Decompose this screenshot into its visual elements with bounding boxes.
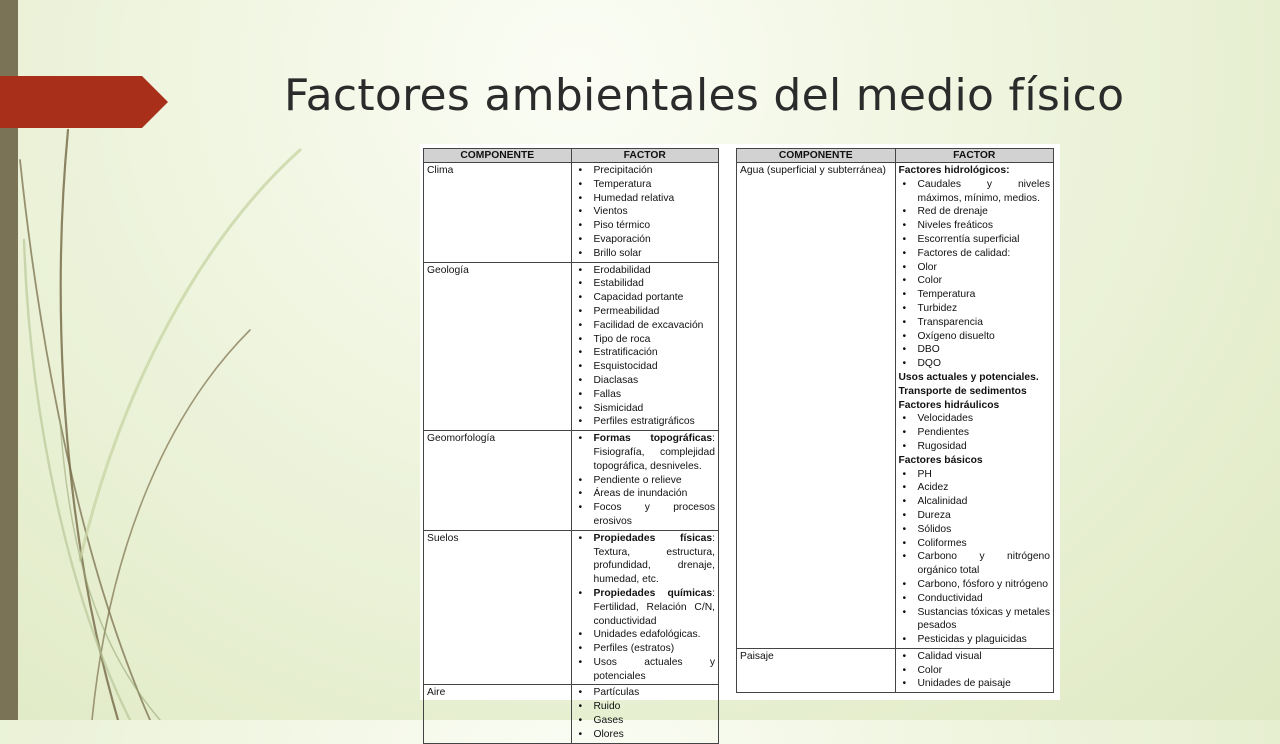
factor-item: • Estratificación [575,346,716,360]
factor-item: • Facilidad de excavación [575,319,716,333]
factor-item: • Olores [575,728,716,742]
factor-item: • Evaporación [575,233,716,247]
factor-item: • Red de drenaje [899,205,1051,219]
component-cell: Paisaje [737,648,896,692]
factor-item: • Pesticidas y plaguicidas [899,633,1051,647]
factor-item: • Carbono y nitrógeno orgánico total [899,550,1051,578]
title-accent-flag [0,76,168,128]
factor-cell [571,530,719,685]
component-cell: Geomorfología [424,431,572,531]
factor-item: • Esquistocidad [575,360,716,374]
factor-item [575,432,716,473]
factor-item: • Sustancias tóxicas y metales pesados [899,606,1051,634]
factor-item: • Transparencia [899,316,1051,330]
factor-item: • Color [899,274,1051,288]
factor-item: • Pendientes [899,426,1051,440]
factor-item: • Temperatura [899,288,1051,302]
factor-item: • Coliformes [899,537,1051,551]
factor-item-label: Formas topográficas [593,433,713,445]
factor-item-label: Propiedades físicas [593,532,713,544]
factor-cell [571,685,719,743]
table-row [737,648,1054,692]
column-header-component: COMPONENTE [737,149,896,163]
factor-item: • Brillo solar [575,247,716,261]
factor-cell [571,431,719,531]
factor-item: • Color [899,664,1051,678]
factor-item-label: Propiedades químicas [593,587,713,599]
component-cell: Aire [424,685,572,743]
factor-item: • Partículas [575,686,716,700]
factor-item: • Acidez [899,481,1051,495]
factor-item: • Velocidades [899,412,1051,426]
factor-item: • Perfiles (estratos) [575,642,716,656]
factor-list [575,164,716,261]
factors-document-image [420,144,1060,740]
factor-item [575,532,716,587]
left-factors-table [423,148,719,744]
factor-item: • Escorrentía superficial [899,233,1051,247]
table-row [424,685,719,743]
factor-group-heading: Factores hidrológicos: [898,165,1010,176]
table-row [424,530,719,685]
factor-item-detail: : Fertilidad, Relación C/N, conductividad [593,587,715,627]
factor-item: • Turbidez [899,302,1051,316]
factor-item: • Piso térmico [575,219,716,233]
factor-item: • Diaclasas [575,374,716,388]
factor-item: • Alcalinidad [899,495,1051,509]
factor-item [575,587,716,628]
factor-item: • Precipitación [575,164,716,178]
table-row [737,163,1054,649]
factor-item: • Dureza [899,509,1051,523]
factor-group-heading: Usos actuales y potenciales. [898,371,1039,383]
factor-cell [571,262,719,431]
column-header-component: COMPONENTE [424,149,572,163]
factor-item: • Áreas de inundación [575,487,716,501]
factor-cell [571,163,719,263]
factor-item: • Unidades de paisaje [899,677,1051,691]
factor-item: • Usos actuales y potenciales [575,656,716,684]
factor-item: • Perfiles estratigráficos [575,415,716,429]
factor-item: • PH [899,468,1051,482]
factor-item: • Focos y procesos erosivos [575,501,716,529]
factor-group-heading: Factores hidráulicos [898,399,1000,411]
factor-item: • Erodabilidad [575,264,716,278]
column-header-factor: FACTOR [571,149,719,163]
slide-title: Factores ambientales del medio físico [284,70,1125,121]
factor-item: • Factores de calidad: [899,247,1051,261]
factor-item: • DQO [899,357,1051,371]
component-cell: Suelos [424,530,572,685]
factor-item: • Fallas [575,388,716,402]
table-row [424,163,719,263]
factor-item: • Pendiente o relieve [575,474,716,488]
factor-list [575,264,716,430]
factor-item: • Caudales y niveles máximos, mínimo, medios. [899,178,1051,206]
factor-item: • Niveles freáticos [899,219,1051,233]
factor-item: • Gases [575,714,716,728]
component-cell: Agua (superficial y subterránea) [737,163,896,649]
factor-item: • Estabilidad [575,277,716,291]
factor-item: • Unidades edafológicas. [575,628,716,642]
factor-item: • Vientos [575,205,716,219]
factor-list [575,532,716,684]
factor-list [899,164,1051,647]
factor-item: • Oxígeno disuelto [899,330,1051,344]
factor-group-heading: Factores básicos [898,454,983,466]
factor-item: • Calidad visual [899,650,1051,664]
factor-item: • Sismicidad [575,402,716,416]
factor-list [899,650,1051,691]
factor-list [575,432,716,529]
column-header-factor: FACTOR [895,149,1054,163]
factor-cell [895,163,1054,649]
factor-item: • Ruido [575,700,716,714]
factor-cell [895,648,1054,692]
factor-item: • Carbono, fósforo y nitrógeno [899,578,1051,592]
factor-item: • Rugosidad [899,440,1051,454]
factor-item-detail: : Textura, estructura, profundidad, drenaje, humedad, etc. [593,532,715,586]
factor-item: • Humedad relativa [575,192,716,206]
table-row [424,262,719,431]
factor-group-heading: Transporte de sedimentos [898,385,1027,397]
factor-item-detail: : Fisiografía, complejidad topográfica, desniveles. [593,433,715,472]
table-row [424,431,719,531]
factor-item: • Sólidos [899,523,1051,537]
component-cell: Clima [424,163,572,263]
factor-item: • Capacidad portante [575,291,716,305]
factor-item: • Permeabilidad [575,305,716,319]
factor-item: • DBO [899,343,1051,357]
factor-item: • Tipo de roca [575,333,716,347]
right-factors-table [736,148,1054,693]
component-cell: Geología [424,262,572,431]
factor-list [575,686,716,741]
factor-item: • Temperatura [575,178,716,192]
factor-item: • Conductividad [899,592,1051,606]
factor-item: • Olor [899,261,1051,275]
